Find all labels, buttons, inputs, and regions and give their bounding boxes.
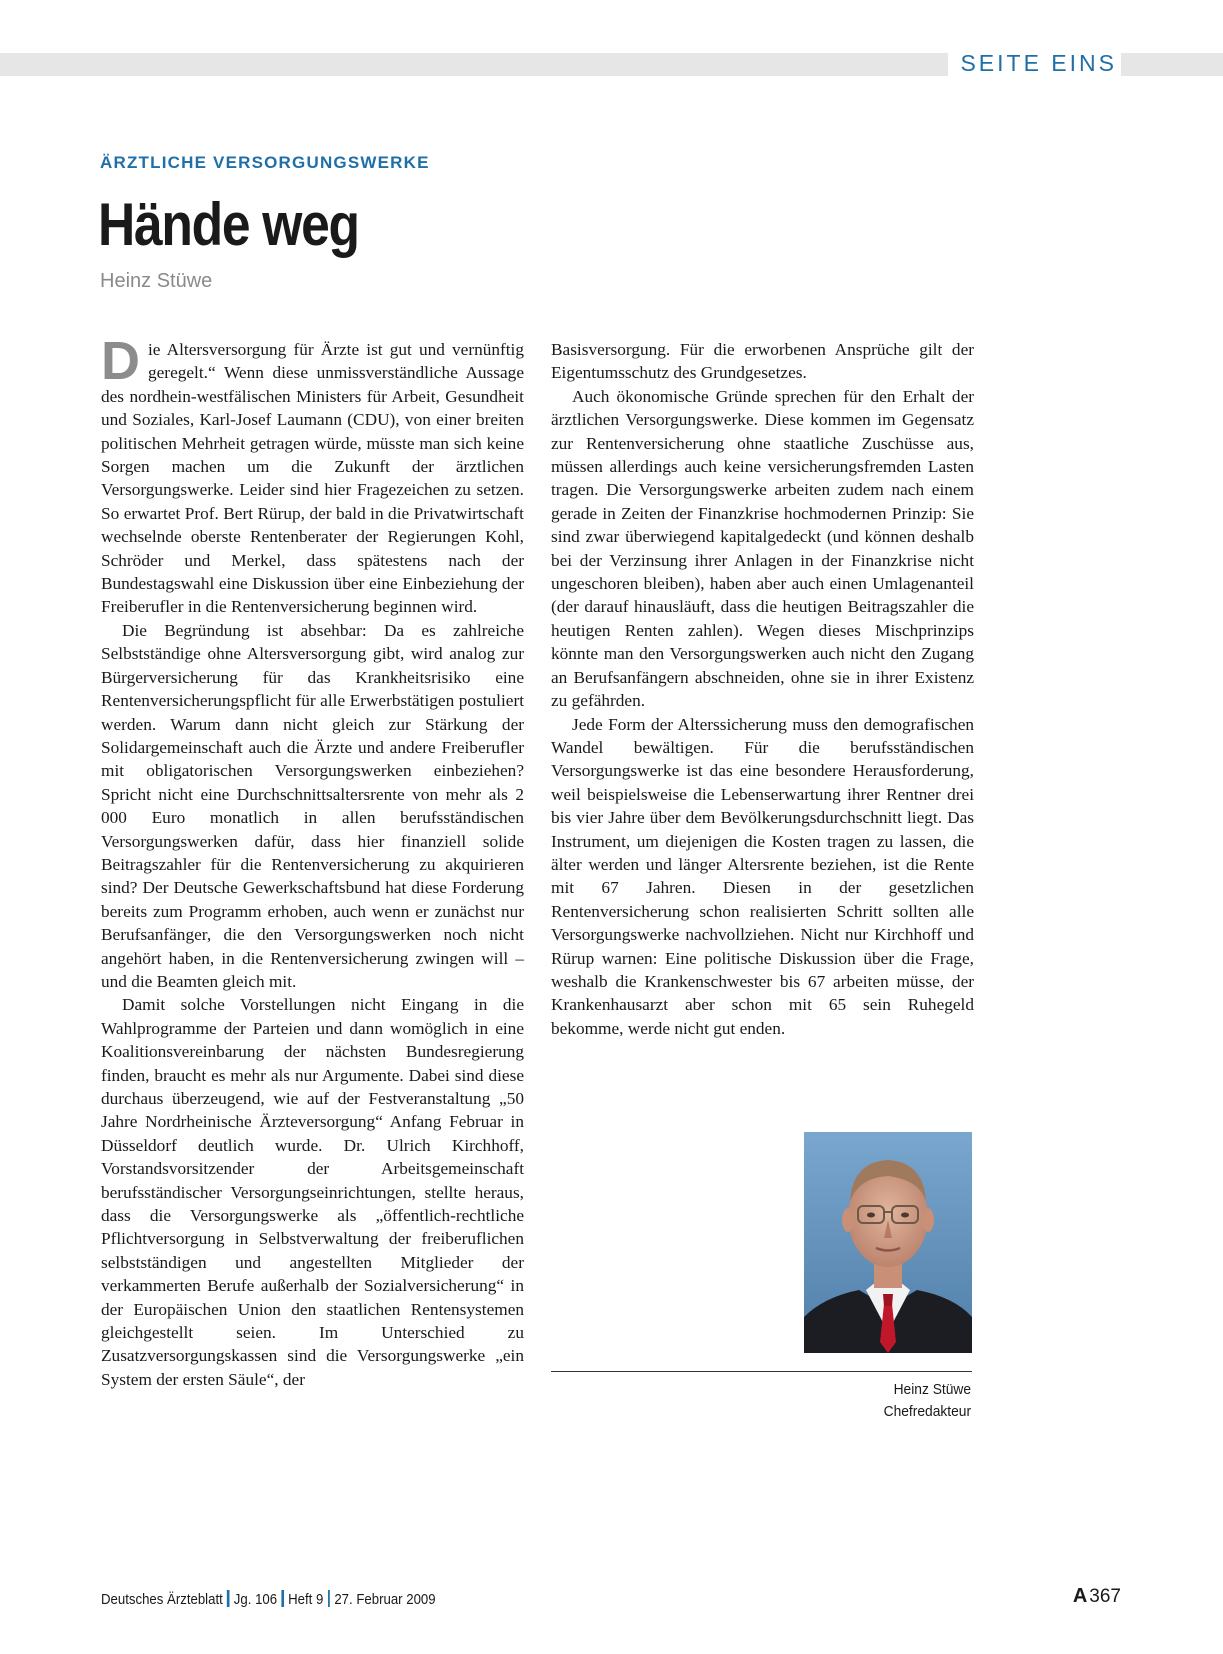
caption-name: Heinz Stüwe <box>893 1381 971 1398</box>
footer-citation <box>101 1590 436 1608</box>
photo-caption <box>884 1379 971 1423</box>
page-prefix: A <box>1072 1585 1088 1607</box>
paragraph: Basisversorgung. Für die erworbenen Ansprüche gilt der Eigentumsschutz des Grundgesetzes. <box>551 340 974 383</box>
section-label: SEITE EINS <box>948 48 1121 78</box>
article-author: Heinz Stüwe <box>100 270 213 292</box>
article-kicker: ÄRZTLICHE VERSORGUNGSWERKE <box>100 153 430 172</box>
caption-role: Chefredakteur <box>883 1403 971 1420</box>
footer-issue: Heft 9 <box>288 1591 324 1608</box>
paragraph: Damit solche Vorstellungen nicht Eingang in die Wahlprogramme der Parteien und dann womöglich in eine Koalitionsvereinbarung der nächsten Bundesregierung finden, braucht es mehr als nur Argumente. Dabei sind diese durchaus überzeugend, wie auf der Festveranstaltung „50 Jahre Nordrheinische Ärzteversorgung“ Anfang Februar in Düsseldorf deutlich wurde. Dr. Ulrich Kirchhoff, Vorstandsvorsitzender der Arbeitsgemeinschaft berufsständischer Versorgungseinrichtungen, stellte heraus, dass die Versorgungswerke als „öffentlich-rechtliche Pflichtversorgung in Selbstverwaltung der freiberuflichen selbstständigen und angestellten Mitglieder der verkammerten Berufe außerhalb der Sozialversicherung“ in der Europäischen Union den staatlichen Rentensystemen gleichgestellt seien. Im Unterschied zu Zusatzversorgungskassen sind die Versorgungswerke „ein System der ersten Säule“, der <box>101 995 524 1389</box>
paragraph: Jede Form der Alterssicherung muss den demografischen Wandel bewältigen. Für die berufsständischen Versorgungswerke ist das eine besondere Herausforderung, weil beispielsweise die Lebenserwartung ihrer Rentner drei bis vier Jahre über dem Bevölkerungsdurchschnitt liegt. Das Instrument, um diejenigen die Kosten tragen zu lassen, die älter werden und länger Altersrente beziehen, ist die Rente mit 67 Jahren. Diesen in der gesetzlichen Rentenversicherung schon realisierten Schritt sollten alle Versorgungswerke nachvollziehen. Nicht nur Kirchhoff und Rürup warnen: Eine politische Diskussion über die Frage, weshalb die Krankenschwester bis 67 arbeiten müsse, der Krankenhausarzt aber schon mit 65 sein Ruhegeld bekomme, werde nicht gut enden. <box>551 714 974 1038</box>
footer-separator <box>227 1590 229 1607</box>
caption-rule <box>551 1371 972 1372</box>
text-column-left <box>101 331 524 1391</box>
paragraph: Auch ökonomische Gründe sprechen für den Erhalt der ärztlichen Versorgungswerke. Diese kommen im Gegensatz zur Rentenversicherung ohne staatliche Zuschüsse aus, müssen allerdings auch keine versicherungsfremden Lasten tragen. Die Versorgungswerke arbeiten zudem nach einem gerade in Zeiten der Finanzkrise hochmodernen Prinzip: Sie sind zwar überwiegend kapitalgedeckt (und können deshalb bei der Verzinsung ihrer Anlagen in der Finanzkrise nicht ungeschoren bleiben), haben aber auch einen Umlagenanteil (der darauf hinausläuft, dass die heutigen Beitragszahler die heutigen Renten zahlen). Wegen dieses Mischprinzips könnte man den Versorgungswerken auch nicht den Zugang an Berufsanfängern abschneiden, ohne sie in ihrer Existenz zu gefährden. <box>551 386 974 711</box>
drop-cap: D <box>101 331 140 391</box>
footer-journal: Deutsches Ärzteblatt <box>101 1591 223 1608</box>
article-title: Hände weg <box>98 191 359 258</box>
paragraph: Die Begründung ist absehbar: Da es zahlreiche Selbstständige ohne Altersversorgung gibt, wird analog zur Bürgerversicherung für das Krankheitsrisiko eine Rentenversicherungspflicht für alle Erwerbstätigen postuliert werden. Warum dann nicht gleich zur Stärkung der Solidargemeinschaft auch die Ärzte und andere Freiberufler mit obligatorischen Versorgungswerken einbeziehen? Spricht nicht eine Durchschnittsaltersrente von mehr als 2 000 Euro monatlich in allen berufsständischen Versorgungswerken dafür, dass hier finanziell solide Beitragszahler für die Rentenversicherung zu akquirieren sind? Der Deutsche Gewerkschaftsbund hat diese Forderung bereits zum Programm erhoben, auch wenn er zunächst nur Berufsanfänger, die den Versorgungswerken noch nicht angehört haben, in die Rentenversicherung zwingen will – und die Beamten gleich mit. <box>101 620 524 991</box>
page-number-value: 367 <box>1089 1586 1121 1607</box>
page-number <box>1073 1585 1121 1608</box>
author-portrait-photo <box>804 1132 972 1353</box>
footer-date: 27. Februar 2009 <box>334 1591 436 1608</box>
footer-volume: Jg. 106 <box>233 1591 278 1608</box>
paragraph <box>101 331 524 619</box>
text-column-right <box>551 338 974 1040</box>
footer-separator <box>282 1590 284 1607</box>
footer-separator <box>328 1590 330 1607</box>
paragraph-text: ie Altersversorgung für Ärzte ist gut und vernünftig geregelt.“ Wenn diese unmissverständliche Aussage des nordhein-westfälischen Ministers für Arbeit, Gesundheit und Soziales, Karl-Josef Laumann (CDU), von einer breiten politischen Mehrheit getragen würde, müsste man sich keine Sorgen machen um die Zukunft der ärztlichen Versorgungswerke. Leider sind hier Fragezeichen zu setzen. So erwartet Prof. Bert Rürup, der bald in die Privatwirtschaft wechselnde oberste Rentenberater der Regierungen Kohl, Schröder und Merkel, dass spätestens nach der Bundestagswahl eine Diskussion über eine Einbeziehung der Freiberufler in die Rentenversicherung beginnen wird. <box>101 340 524 617</box>
